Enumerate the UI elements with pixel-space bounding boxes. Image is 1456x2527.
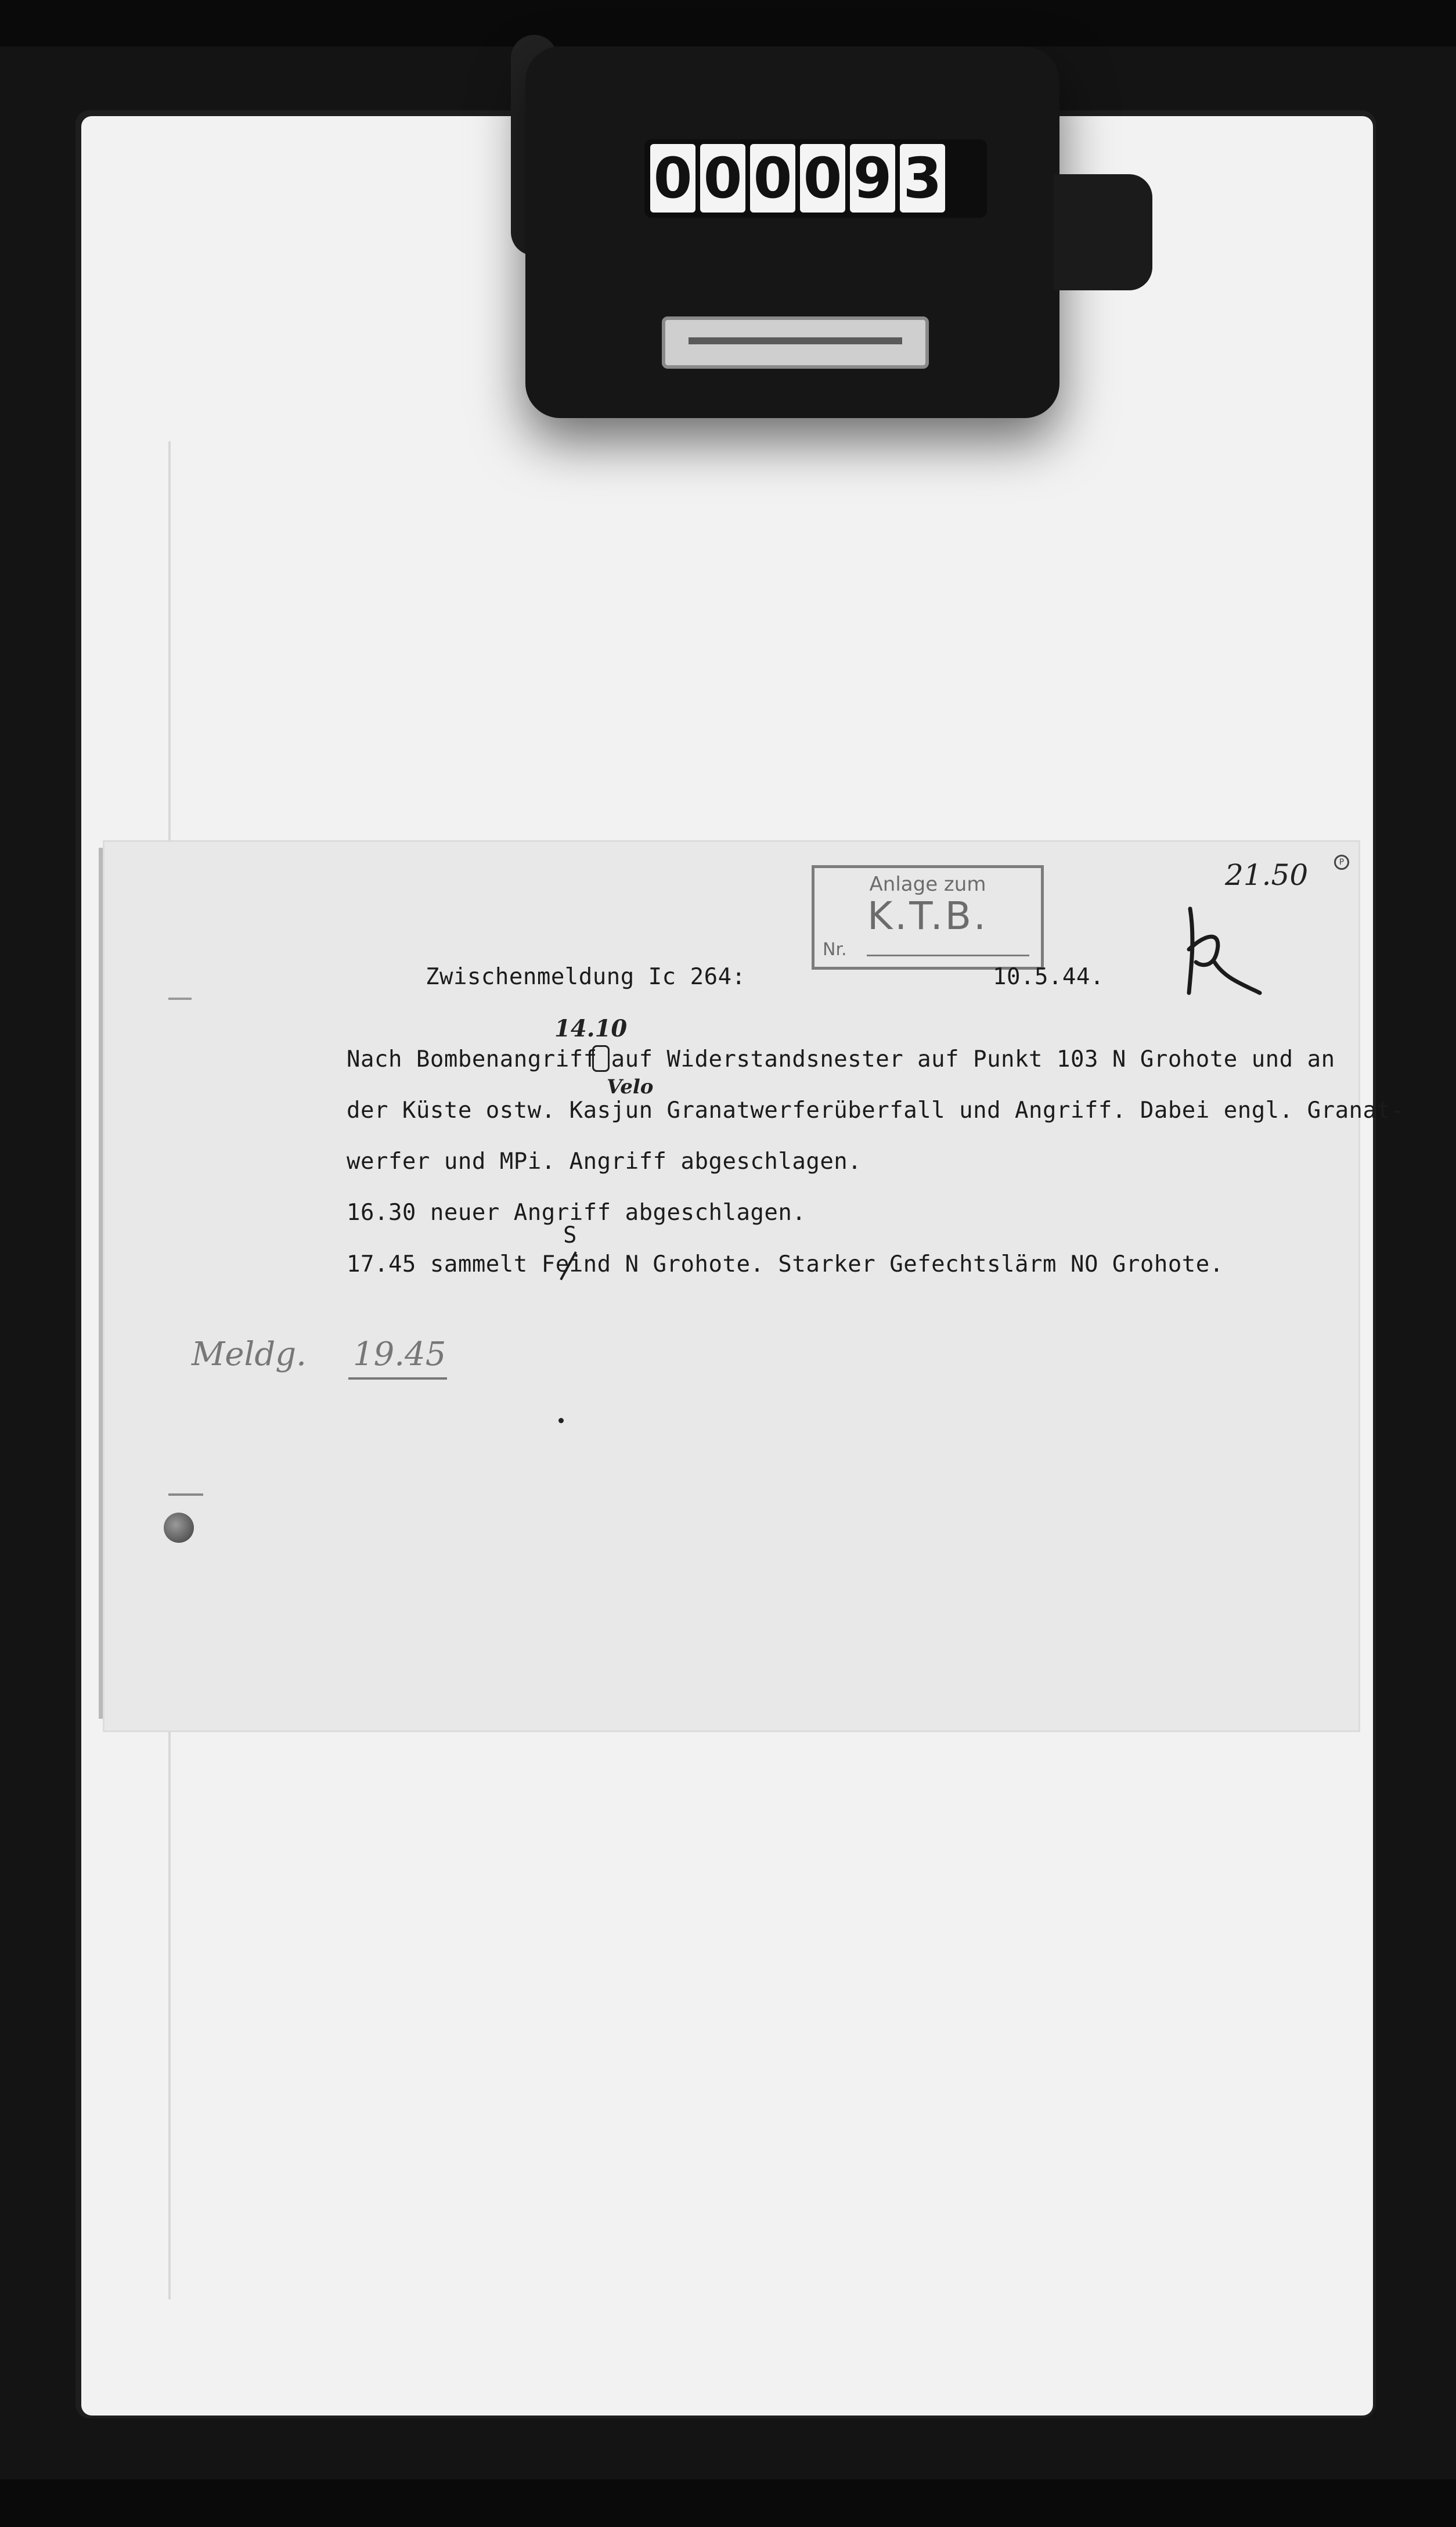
document-line: Nach Bombenangriff auf Widerstandsnester auf Punkt 103 N Grohote und an (347, 1046, 1335, 1072)
counter-knob (1054, 174, 1152, 290)
stamp-title: Anlage zum (869, 873, 986, 896)
left-note-underline (348, 1377, 447, 1380)
document-line: werfer und MPi. Angriff abgeschlagen. (347, 1149, 862, 1175)
margin-tick (168, 1493, 203, 1496)
document-line: 16.30 neuer Angriff abgeschlagen. (347, 1200, 806, 1226)
punch-hole (164, 1513, 194, 1543)
stamp-nr-label: Nr. (823, 939, 847, 960)
initials-signature (1179, 897, 1271, 1002)
margin-tick (168, 998, 192, 1000)
document-line: der Küste ostw. Kasjun Granatwerferüberfall und Angriff. Dabei engl. Granat- (347, 1097, 1405, 1124)
stamp-main: K.T.B. (867, 894, 988, 938)
counter-digit: 0 (750, 144, 795, 213)
counter-digit: 9 (850, 144, 895, 213)
annotation-word-insert: Velo (607, 1075, 654, 1099)
annotation-time-insert: 14.10 (554, 1015, 628, 1042)
document-line: 17.45 sammelt Feind N Grohote. Starker Gefechtslärm NO Grohote. (347, 1251, 1224, 1277)
counter-digit: 3 (900, 144, 945, 213)
annotation-time-top-right: 21.50 (1225, 858, 1309, 892)
counter-digit: 0 (800, 144, 845, 213)
strikethrough-mark (558, 1250, 578, 1282)
ktb-stamp (812, 865, 1044, 970)
annotation-small-mark: P (1334, 855, 1349, 870)
annotation-left-note: Meldg. (192, 1336, 307, 1373)
document-heading: Zwischenmeldung Ic 264: (426, 964, 746, 990)
stamp-nr-line (867, 955, 1029, 956)
counter-digit: 0 (650, 144, 695, 213)
film-edge-top (0, 0, 1456, 46)
ink-dot (558, 1418, 564, 1423)
annotation-letter-insert: S (563, 1222, 577, 1248)
counter-digit: 0 (700, 144, 745, 213)
document-date: 10.5.44. (993, 964, 1104, 990)
annotation-left-note-time: 19.45 (353, 1336, 446, 1373)
film-edge-bottom (0, 2479, 1456, 2527)
counter-label-plate (662, 316, 929, 369)
counter-window (644, 139, 987, 218)
counter-plate-bar (689, 337, 902, 344)
